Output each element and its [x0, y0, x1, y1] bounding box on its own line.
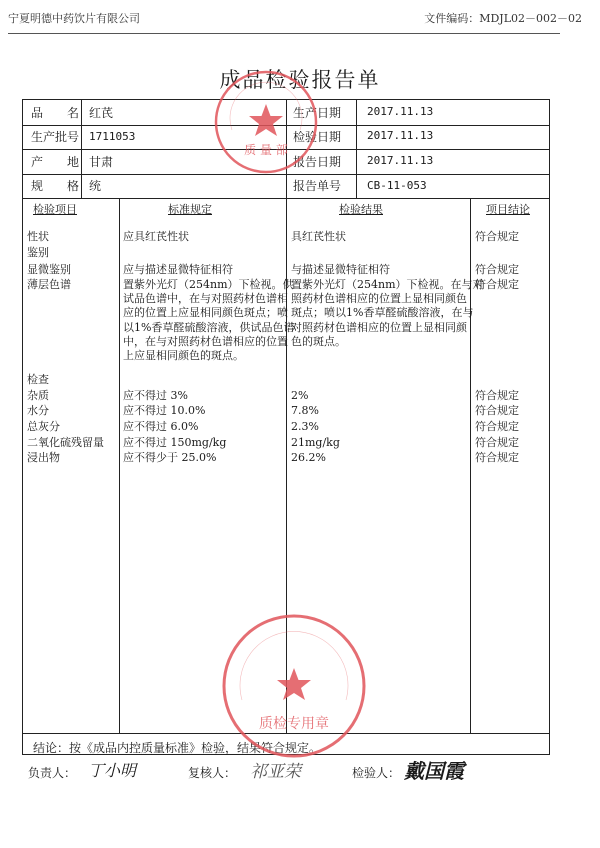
report-date-label: 报告日期	[293, 155, 342, 169]
svg-text:质检专用章: 质检专用章	[259, 716, 329, 732]
result-line: 色的斑点。	[291, 334, 346, 348]
conclusion-text: 符合规定	[475, 420, 519, 433]
standard-line: 以1%香草醛硫酸溶液，供试品色谱	[123, 320, 295, 334]
specification-label: 规 格	[31, 179, 80, 193]
tlc-result-block	[291, 278, 484, 349]
result-text: 具红芪性状	[291, 230, 346, 243]
column-header-result: 检验结果	[339, 203, 383, 216]
report-number-value: CB-11-053	[367, 179, 427, 192]
conclusion-text: 符合规定	[475, 404, 519, 417]
inspector-signature: 戴国霞	[404, 759, 464, 783]
quality-inspection-seal	[218, 610, 370, 762]
standard-text: 应不得少于 25.0%	[123, 451, 217, 464]
item-name: 水分	[27, 404, 49, 417]
column-divider	[119, 198, 120, 733]
result-line: 置紫外光灯（254nm）下检视。在与对	[291, 278, 484, 291]
column-divider	[356, 100, 357, 198]
company-name: 宁夏明德中药饮片有限公司	[8, 12, 140, 25]
standard-line: 中，在与对照药材色谱相应的位置	[123, 334, 288, 348]
document-code: 文件编码：MDJL02－002－02	[424, 12, 582, 25]
inspection-date-label: 检验日期	[293, 130, 342, 144]
standard-text: 应不得过 10.0%	[123, 404, 206, 417]
standard-line: 上应显相同颜色的斑点。	[123, 349, 244, 363]
standard-line: 试品色谱中，在与对照药材色谱相	[123, 292, 288, 306]
standard-text: 应与描述显微特征相符	[123, 263, 233, 276]
report-conclusion: 结论：按《成品内控质量标准》检验，结果符合规定。	[33, 741, 322, 755]
result-text: 与描述显微特征相符	[291, 263, 390, 276]
conclusion-text: 符合规定	[475, 436, 519, 449]
result-text: 7.8%	[291, 404, 319, 417]
product-name-value: 红芪	[89, 106, 114, 120]
standard-text: 应不得过 6.0%	[123, 420, 199, 433]
standard-text: 应具红芪性状	[123, 230, 189, 243]
svg-text:质 量 部: 质 量 部	[244, 143, 288, 157]
specification-value: 统	[89, 179, 102, 193]
conclusion-text: 符合规定	[475, 278, 519, 291]
column-divider	[81, 100, 82, 198]
item-name: 性状	[27, 230, 49, 243]
inspector-label: 检验人：	[352, 766, 401, 780]
batch-number-label: 生产批号	[31, 130, 80, 144]
item-name: 鉴别	[27, 246, 49, 259]
result-line: 斑点；喷以1%香草醛硫酸溶液，在与	[291, 306, 474, 320]
result-text: 26.2%	[291, 451, 326, 464]
tlc-standard-block	[123, 278, 294, 363]
item-name: 二氧化硫残留量	[27, 436, 104, 449]
result-line: 照药材色谱相应的位置上显相同颜色	[291, 292, 467, 306]
item-name: 总灰分	[27, 420, 60, 433]
product-name-label: 品 名	[31, 106, 80, 120]
item-name: 检查	[27, 373, 49, 386]
conclusion-text: 符合规定	[475, 263, 519, 276]
reviewer-signature: 祁亚荣	[250, 762, 301, 782]
result-text: 2%	[291, 389, 309, 402]
result-line: 对照药材色谱相应的位置上显相同颜	[291, 320, 467, 334]
item-name: 杂质	[27, 389, 49, 402]
conclusion-text: 符合规定	[475, 230, 519, 243]
report-number-label: 报告单号	[293, 179, 342, 193]
header-rule	[8, 33, 560, 34]
inspection-date-value: 2017.11.13	[367, 129, 434, 142]
origin-label: 产 地	[31, 155, 80, 169]
quality-department-stamp	[212, 68, 320, 176]
origin-value: 甘肃	[89, 155, 114, 169]
document-header	[0, 0, 600, 40]
column-header-conclusion: 项目结论	[486, 203, 530, 216]
conclusion-text: 符合规定	[475, 389, 519, 402]
standard-line: 应的位置上应显相同颜色斑点；喷	[123, 306, 288, 320]
report-date-value: 2017.11.13	[367, 154, 434, 167]
standard-text: 应不得过 3%	[123, 389, 188, 402]
reviewer-label: 复核人：	[188, 766, 237, 780]
responsible-signature: 丁小明	[88, 761, 137, 780]
standard-text: 应不得过 150mg/kg	[123, 436, 227, 449]
item-name: 显微鉴别	[27, 263, 71, 276]
standard-line: 置紫外光灯（254nm）下检视。供	[123, 278, 294, 291]
report-title: 成品检验报告单	[219, 68, 381, 92]
item-name: 薄层色谱	[27, 278, 71, 291]
column-header-item: 检验项目	[33, 203, 77, 216]
item-name: 浸出物	[27, 451, 60, 464]
result-text: 2.3%	[291, 420, 319, 433]
responsible-label: 负责人：	[28, 766, 77, 780]
column-header-standard: 标准规定	[168, 203, 212, 216]
production-date-value: 2017.11.13	[367, 105, 434, 118]
production-date-label: 生产日期	[293, 106, 342, 120]
result-text: 21mg/kg	[291, 436, 340, 449]
batch-number-value: 1711053	[89, 130, 136, 143]
conclusion-text: 符合规定	[475, 451, 519, 464]
